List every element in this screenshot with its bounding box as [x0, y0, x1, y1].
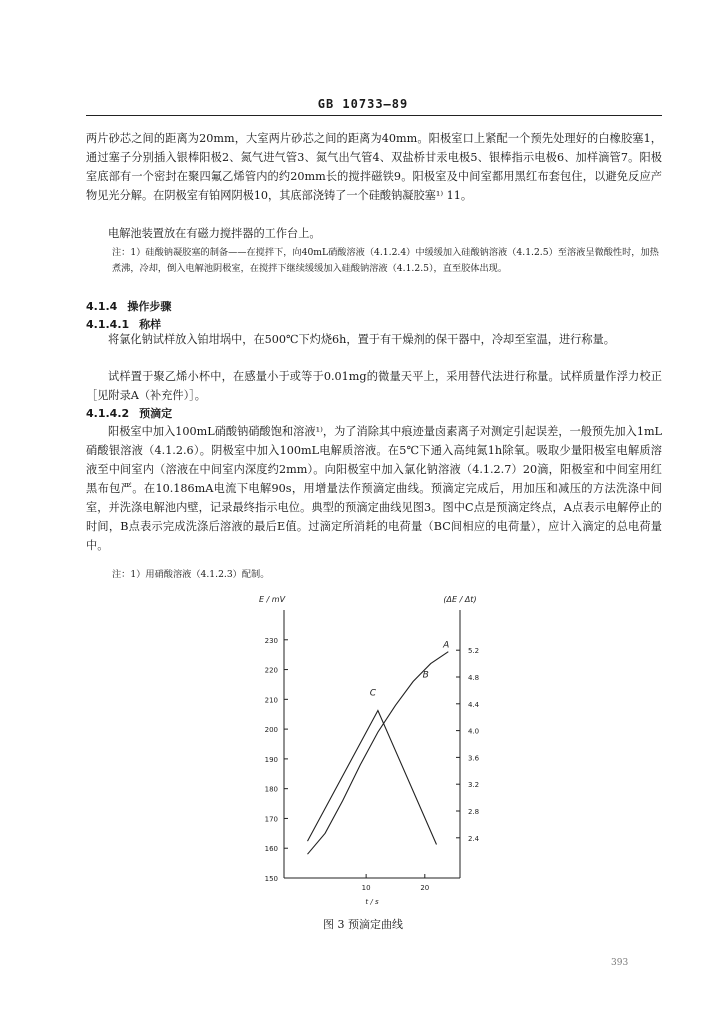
paragraph-weighing-2: 试样置于聚乙烯小杯中，在感量小于或等于0.01mg的微量天平上，采用替代法进行称量。试样质量作浮力校正［见附录A（补充件）］。 [86, 370, 662, 402]
point-label-A: A [443, 640, 450, 651]
y2-tick-label: 4.8 [468, 674, 480, 682]
y2-axis-label: (ΔE / Δt) [443, 595, 477, 604]
y-tick-label: 150 [264, 875, 278, 883]
section-4-1-4-2 [86, 405, 182, 421]
note-gel-plug: 注：1）硅酸钠凝胶塞的制备——在搅拌下，向40mL硝酸溶液（4.1.2.4）中缓缓加入硅酸钠溶液（4.1.2.5）至溶液呈微酸性时，加热煮沸，冷却，倒入电解池阴极室，在搅拌下继续缓缓加入硅酸钠溶液（4.1.2.5），直至胶体出现。 [112, 247, 659, 274]
point-label-B: B [422, 670, 429, 681]
chart-curves [308, 652, 449, 855]
y2-tick-label: 3.2 [468, 781, 480, 790]
y2-tick-label: 2.8 [468, 808, 480, 816]
y-tick-label: 180 [264, 785, 278, 794]
x-axis-label: t / s [365, 898, 379, 906]
x-tick-label: 10 [361, 884, 371, 892]
y2-tick-label: 4.4 [468, 700, 480, 709]
figure-caption: 图 3 预滴定曲线 [323, 918, 403, 931]
section-4-1-4 [86, 298, 181, 314]
y-tick-label: 220 [264, 666, 278, 675]
series-line-1 [308, 711, 437, 845]
section-title: 操作步骤 [127, 300, 172, 313]
y-tick-label: 170 [264, 815, 278, 824]
y-axis-label: E / mV [258, 595, 286, 604]
y-tick-label: 160 [264, 845, 278, 854]
pre-titration-chart [0, 580, 726, 910]
x-tick-label: 20 [420, 884, 430, 892]
y2-tick-label: 3.6 [468, 754, 480, 763]
y-tick-label: 210 [264, 696, 278, 705]
y-tick-label: 230 [264, 636, 278, 645]
note-nitric-acid: 注：1）用硝酸溶液（4.1.2.3）配制。 [112, 569, 270, 580]
header-rule [86, 115, 662, 116]
section-number: 4.1.4.1 [86, 318, 130, 331]
standard-header: GB 10733—89 [317, 97, 409, 111]
paragraph-apparatus: 两片砂芯之间的距离为20mm，大室两片砂芯之间的距离为40mm。阳极室口上紧配一个预先处理好的白橡胶塞1，通过塞子分别插入银棒阳极2、氮气进气管3、氮气出气管4、双盐桥甘汞电极5、银棒指示电极6、加样滴管7。阳极室底部有一个密封在聚四氟乙烯管内的约20mm长的搅拌磁铁9。阳极室及中间室都用黑红布套包住，以避免反应产物见光分解。在阴极室有铂网阴极10，其底部浇铸了一个硅酸钠凝胶塞¹⁾ 11。 [86, 132, 662, 202]
section-title: 预滴定 [139, 407, 173, 420]
section-title: 称样 [139, 318, 162, 331]
paragraph-pre-titration: 阳极室中加入100mL硝酸钠硝酸饱和溶液¹⁾，为了消除其中痕迹量卤素离子对测定引起误差，一般预先加入1mL硝酸银溶液（4.1.2.6）。阴极室中加入100mL电解质溶液。在5℃下通入高纯氮1h除氧。吸取少量阳极室电解质溶液至中间室内（溶液在中间室内深度约2mm）。向阳极室中加入氯化钠溶液（4.1.2.7）20滴，阳极室和中间室用红黑布包严。在10.186mA电流下电解90s，用增量法作预滴定曲线。预滴定完成后，用加压和减压的方法洗涤中间室，并洗涤电解池内壁，记录最终指示电位。典型的预滴定曲线见图3。图中C点是预滴定终点，A点表示电解停止的时间，B点表示完成洗涤后溶液的最后E值。过滴定所消耗的电荷量（BC间相应的电荷量），应计入滴定的总电荷量中。 [86, 425, 662, 552]
point-label-C: C [369, 688, 377, 699]
y2-tick-label: 5.2 [468, 647, 480, 656]
section-number: 4.1.4 [86, 300, 118, 313]
y-tick-label: 200 [264, 726, 278, 735]
chart-ticks [265, 637, 480, 892]
section-number: 4.1.4.2 [86, 407, 130, 420]
y2-tick-label: 2.4 [468, 834, 480, 843]
paragraph-weighing-1: 将氯化钠试样放入铂坩埚中，在500℃下灼烧6h，置于有干燥剂的保干器中，冷却至室温，进行称量。 [108, 333, 615, 346]
paragraph-stirrer: 电解池装置放在有磁力搅拌器的工作台上。 [108, 227, 321, 240]
y2-tick-label: 4.0 [468, 727, 480, 736]
page-number: 393 [611, 958, 629, 968]
y-tick-label: 190 [264, 755, 278, 764]
